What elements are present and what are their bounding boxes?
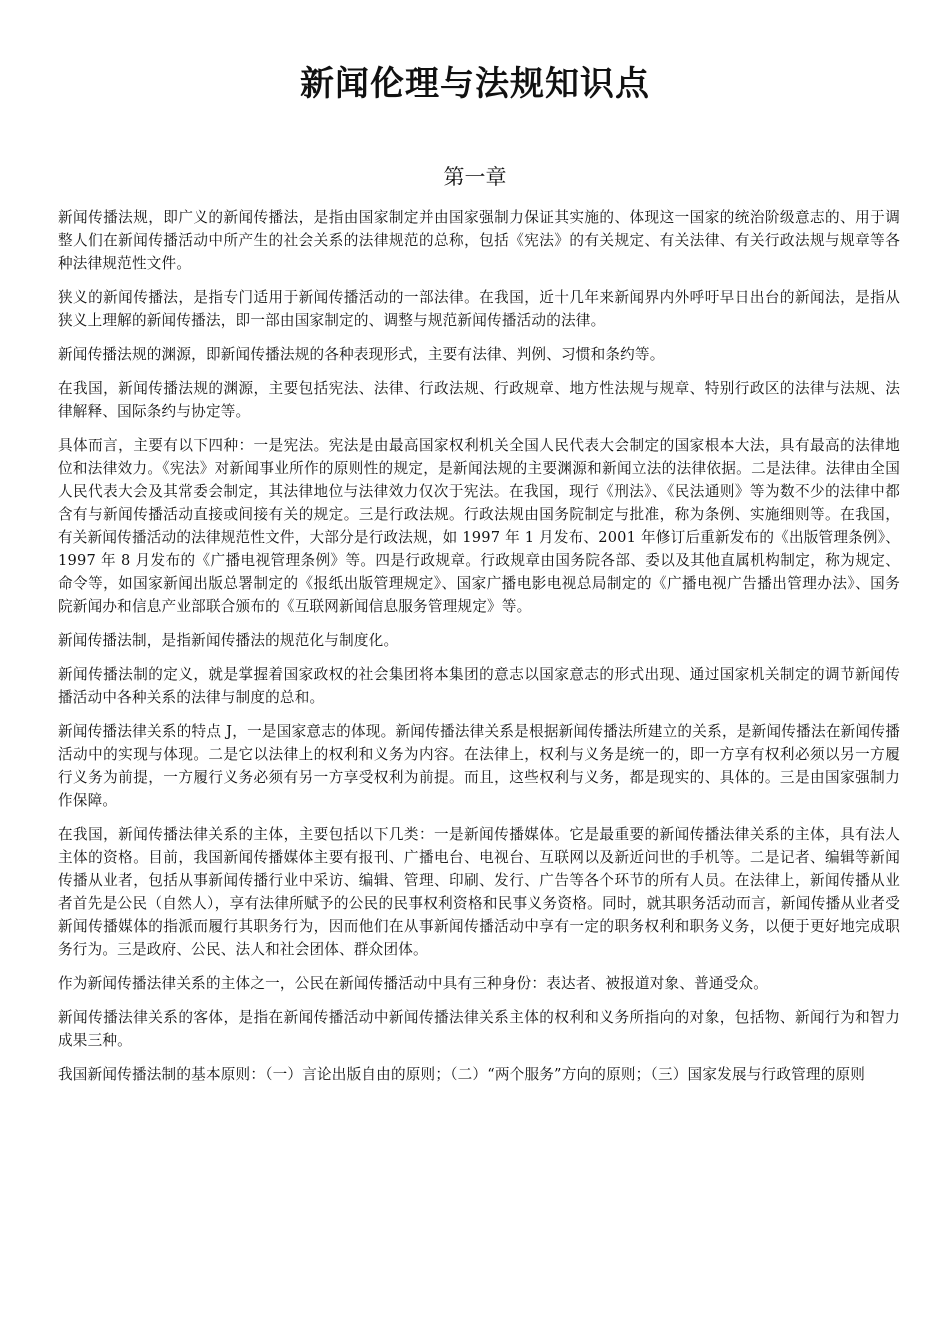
paragraph: 新闻传播法律关系的特点 J，一是国家意志的体现。新闻传播法律关系是根据新闻传播法所建立的关系，是新闻传播法在新闻传播活动中的实现与体现。二是它以法律上的权利和义务为内容。在法律上，权利与义务是统一的，即一方享有权利必须以另一方履行义务为前提，一方履行义务必须有另一方享受权利为前提。而且，这些权利与义务，都是现实的、具体的。三是由国家强制力作保障。 [58,723,900,809]
paragraph: 具体而言，主要有以下四种：一是宪法。宪法是由最高国家权利机关全国人民代表大会制定的国家根本大法，具有最高的法律地位和法律效力。《宪法》对新闻事业所作的原则性的规定，是新闻法规的主要渊源和新闻立法的法律依据。二是法律。法律由全国人民代表大会及其常委会制定，其法律地位与法律效力仅次于宪法。在我国，现行《刑法》、《民法通则》等为数不少的法律中都含有与新闻传播活动直接或间接有关的规定。三是行政法规。行政法规由国务院制定与批准，称为条例、实施细则等。在我国，有关新闻传播活动的法律规范性文件，大部分是行政法规，如 1997 年 1 月发布、2001 年修订后重新发布的《出版管理条例》、1997 年 8 月发布的《广播电视管理条例》等。四是行政规章。行政规章由国务院各部、委以及其他直属机构制定，称为规定、命令等，如国家新闻出版总署制定的《报纸出版管理规定》、国家广播电影电视总局制定的《广播电视广告播出管理办法》、国务院新闻办和信息产业部联合颁布的《互联网新闻信息服务管理规定》等。 [58,437,900,615]
paragraph: 新闻传播法规的渊源，即新闻传播法规的各种表现形式，主要有法律、判例、习惯和条约等。 [58,346,665,363]
document-title: 新闻伦理与法规知识点 [300,64,650,104]
chapter-heading: 第一章 [443,165,507,189]
paragraph: 新闻传播法制，是指新闻传播法的规范化与制度化。 [58,632,399,649]
paragraph: 狭义的新闻传播法，是指专门适用于新闻传播活动的一部法律。在我国，近十几年来新闻界内外呼吁早日出台的新闻法，是指从狭义上理解的新闻传播法，即一部由国家制定的、调整与规范新闻传播活动的法律。 [58,289,900,329]
paragraph: 新闻传播法规，即广义的新闻传播法，是指由国家制定并由国家强制力保证其实施的、体现这一国家的统治阶级意志的、用于调整人们在新闻传播活动中所产生的社会关系的法律规范的总称，包括《宪法》的有关规定、有关法律、有关行政法规与规章等各种法律规范性文件。 [58,209,900,272]
paragraph: 在我国，新闻传播法规的渊源，主要包括宪法、法律、行政法规、行政规章、地方性法规与规章、特别行政区的法律与法规、法律解释、国际条约与协定等。 [58,380,900,420]
paragraph: 新闻传播法制的定义，就是掌握着国家政权的社会集团将本集团的意志以国家意志的形式出现、通过国家机关制定的调节新闻传播活动中各种关系的法律与制度的总和。 [58,666,900,706]
paragraph: 我国新闻传播法制的基本原则：（一）言论出版自由的原则；（二）“两个服务”方向的原则；（三）国家发展与行政管理的原则 [58,1066,866,1083]
paragraph: 作为新闻传播法律关系的主体之一，公民在新闻传播活动中具有三种身份：表达者、被报道对象、普通受众。 [58,975,769,992]
document-body [58,206,900,1097]
paragraph: 新闻传播法律关系的客体，是指在新闻传播活动中新闻传播法律关系主体的权利和义务所指向的对象，包括物、新闻行为和智力成果三种。 [58,1009,900,1049]
paragraph: 在我国，新闻传播法律关系的主体，主要包括以下几类：一是新闻传播媒体。它是最重要的新闻传播法律关系的主体，具有法人主体的资格。目前，我国新闻传播媒体主要有报刊、广播电台、电视台、互联网以及新近问世的手机等。二是记者、编辑等新闻传播从业者，包括从事新闻传播行业中采访、编辑、管理、印刷、发行、广告等各个环节的所有人员。在法律上，新闻传播从业者首先是公民（自然人），享有法律所赋予的公民的民事权利资格和民事义务资格。同时，就其职务活动而言，新闻传播从业者受新闻传播媒体的指派而履行其职务行为，因而他们在从事新闻传播活动中享有一定的职务权利和职务义务，以便于更好地完成职务行为。三是政府、公民、法人和社会团体、群众团体。 [58,826,900,958]
